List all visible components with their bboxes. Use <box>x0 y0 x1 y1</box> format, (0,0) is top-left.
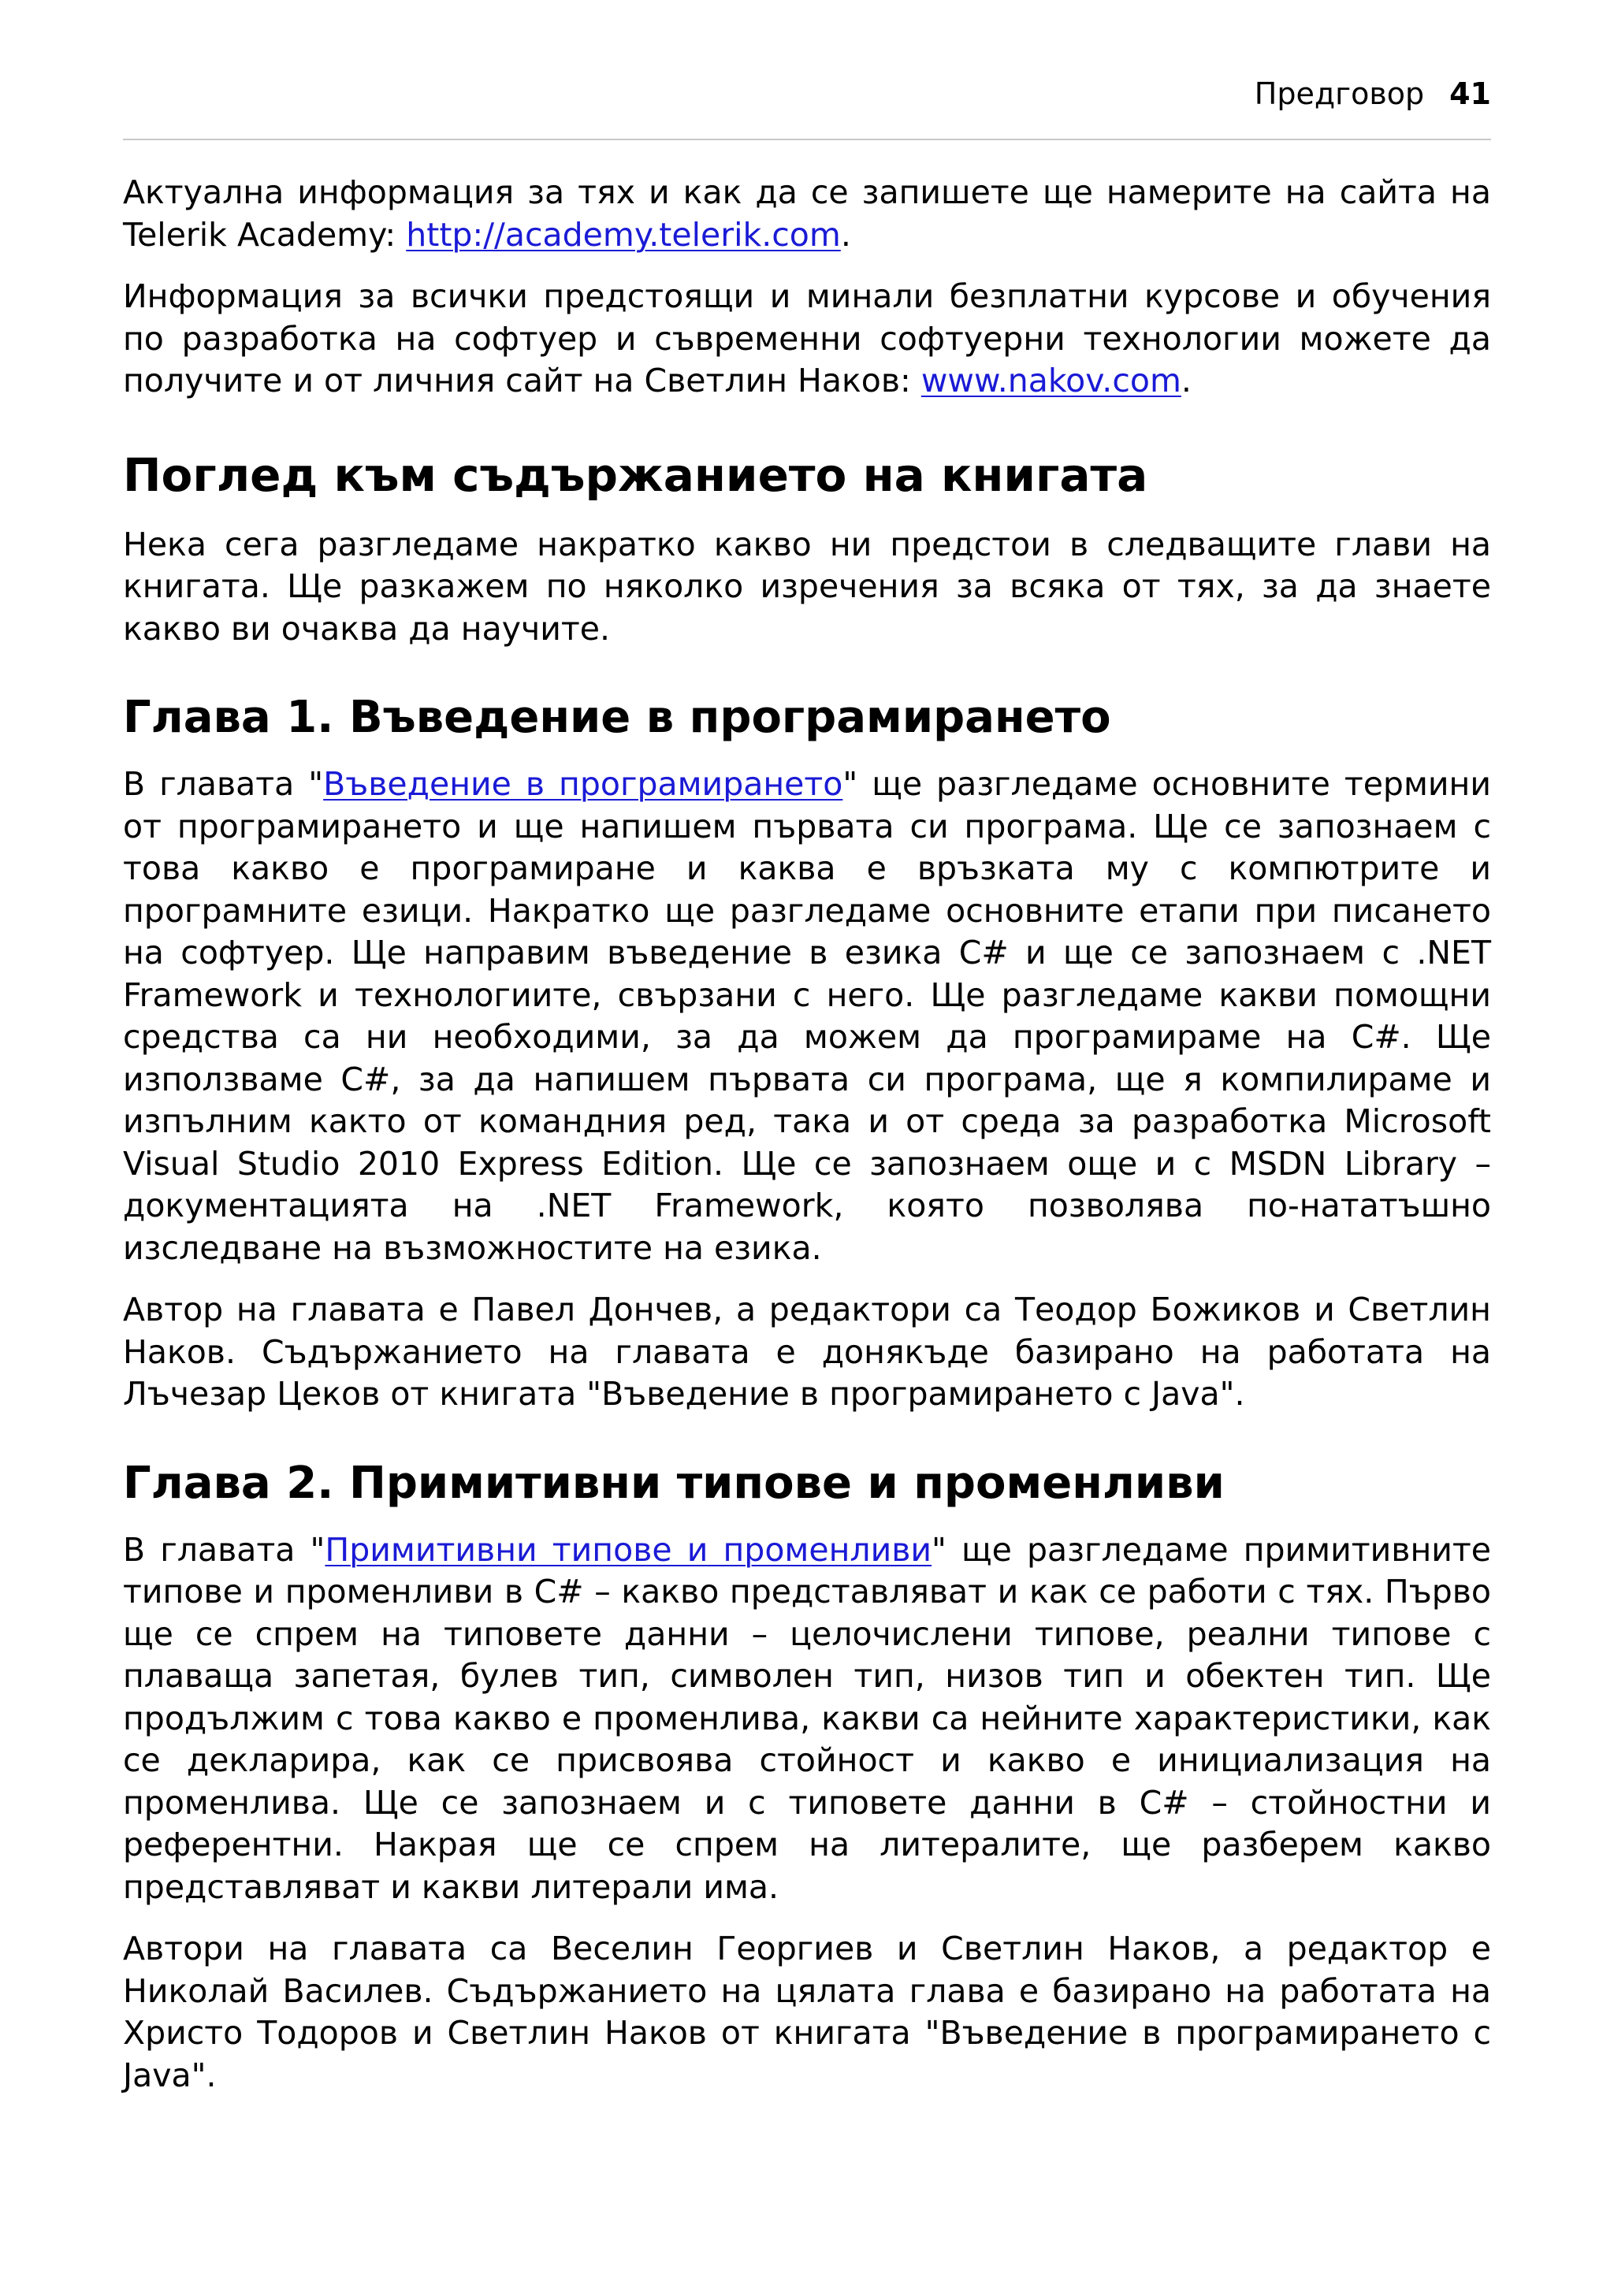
chapter1-paragraph-authors: Автор на главата е Павел Дончев, а редактори са Теодор Божиков и Светлин Наков. Съдържанието на главата е донякъде базирано на работата на Лъчезар Цеков от книгата "Въведение в програмирането с Java". <box>123 1291 1491 1413</box>
chapter2-desc-start: В главата " <box>123 1530 325 1569</box>
academy-link[interactable]: http://academy.telerik.com <box>406 215 841 254</box>
header-divider <box>123 139 1491 140</box>
overview-paragraph: Нека сега разгледаме накратко какво ни предстои в следващите глави на книгата. Ще разкажем по няколко изречения за всяка от тях, за да знаете какво ви очаква да научите. <box>123 525 1491 648</box>
page-number: 41 <box>1449 76 1491 111</box>
chapter1-link[interactable]: Въведение в програмирането <box>323 765 843 803</box>
page-content <box>123 172 1491 2097</box>
chapter1-heading: Глава 1. Въведение в програмирането <box>123 692 1111 743</box>
intro-nakov-text: Информация за всички предстоящи и минали безплатни курсове и обучения по разработка на софтуер и съвременни софтуерни технологии можете да получите и от личния сайт на Светлин Наков: <box>123 277 1491 399</box>
chapter1-paragraph-description <box>123 763 1491 1269</box>
intro-paragraph-nakov <box>123 276 1491 403</box>
intro-academy-text: Актуална информация за тях и как да се запишете ще намерите на сайта на Telerik Academy: <box>123 173 1491 254</box>
section-heading-overview: Поглед към съдържанието на книгата <box>123 448 1148 502</box>
intro-academy-end: . <box>840 215 851 254</box>
chapter2-desc-rest: " ще разгледаме примитивните типове и променливи в C# – какво представляват и как се работи с тях. Първо ще се спрем на типовете данни – целочислени типове, реални типове с плаваща запетая, булев тип, символен тип, низов тип и обектен тип. Ще продължим с това какво е променлива, какви са нейните характеристики, как се декларира, как се присвоява стойност и какво е инициализация на променлива. Ще се запознаем и с типовете данни в C# – стойностни и референтни. Накрая ще се спрем на литералите, ще разберем какво представляват и какви литерали има. <box>123 1530 1492 1906</box>
chapter1-desc-start: В главата " <box>123 765 324 803</box>
running-header-title: Предговор <box>1254 76 1425 111</box>
nakov-link[interactable]: www.nakov.com <box>920 362 1181 399</box>
chapter2-paragraph-description <box>123 1529 1491 1909</box>
chapter2-link[interactable]: Примитивни типове и променливи <box>325 1530 932 1569</box>
intro-paragraph-academy <box>123 172 1491 256</box>
running-header <box>1254 76 1491 111</box>
intro-nakov-end: . <box>1181 362 1192 399</box>
chapter2-heading: Глава 2. Примитивни типове и променливи <box>123 1457 1225 1509</box>
chapter2-paragraph-authors: Автори на главата са Веселин Георгиев и Светлин Наков, а редактор е Николай Василев. Съдържанието на цялата глава е базирано на работата на Христо Тодоров и Светлин Наков от книгата "Въведение в програмирането с Java". <box>123 1930 1491 2094</box>
chapter1-desc-rest: " ще разгледаме основните термини от програмирането и ще напишем първата си програма. Ще се запознаем с това какво е програмиране и каква е връзката му с компютрите и програмните езици. Накратко ще разгледаме основните етапи при писането на софтуер. Ще направим въведение в езика C# и ще се запознаем с .NET Framework и технологиите, свързани с него. Ще разгледаме какви помощни средства са ни необходими, за да можем да програмираме на C#. Ще използваме C#, за да напишем първата си програма, ще я компилираме и изпълним както от командния ред, така и от среда за разработка Microsoft Visual Studio 2010 Express Edition. Ще се запознаем още и с MSDN Library – документацията на .NET Framework, която позволява по-нататъшно изследване на възможностите на езика. <box>123 765 1491 1267</box>
